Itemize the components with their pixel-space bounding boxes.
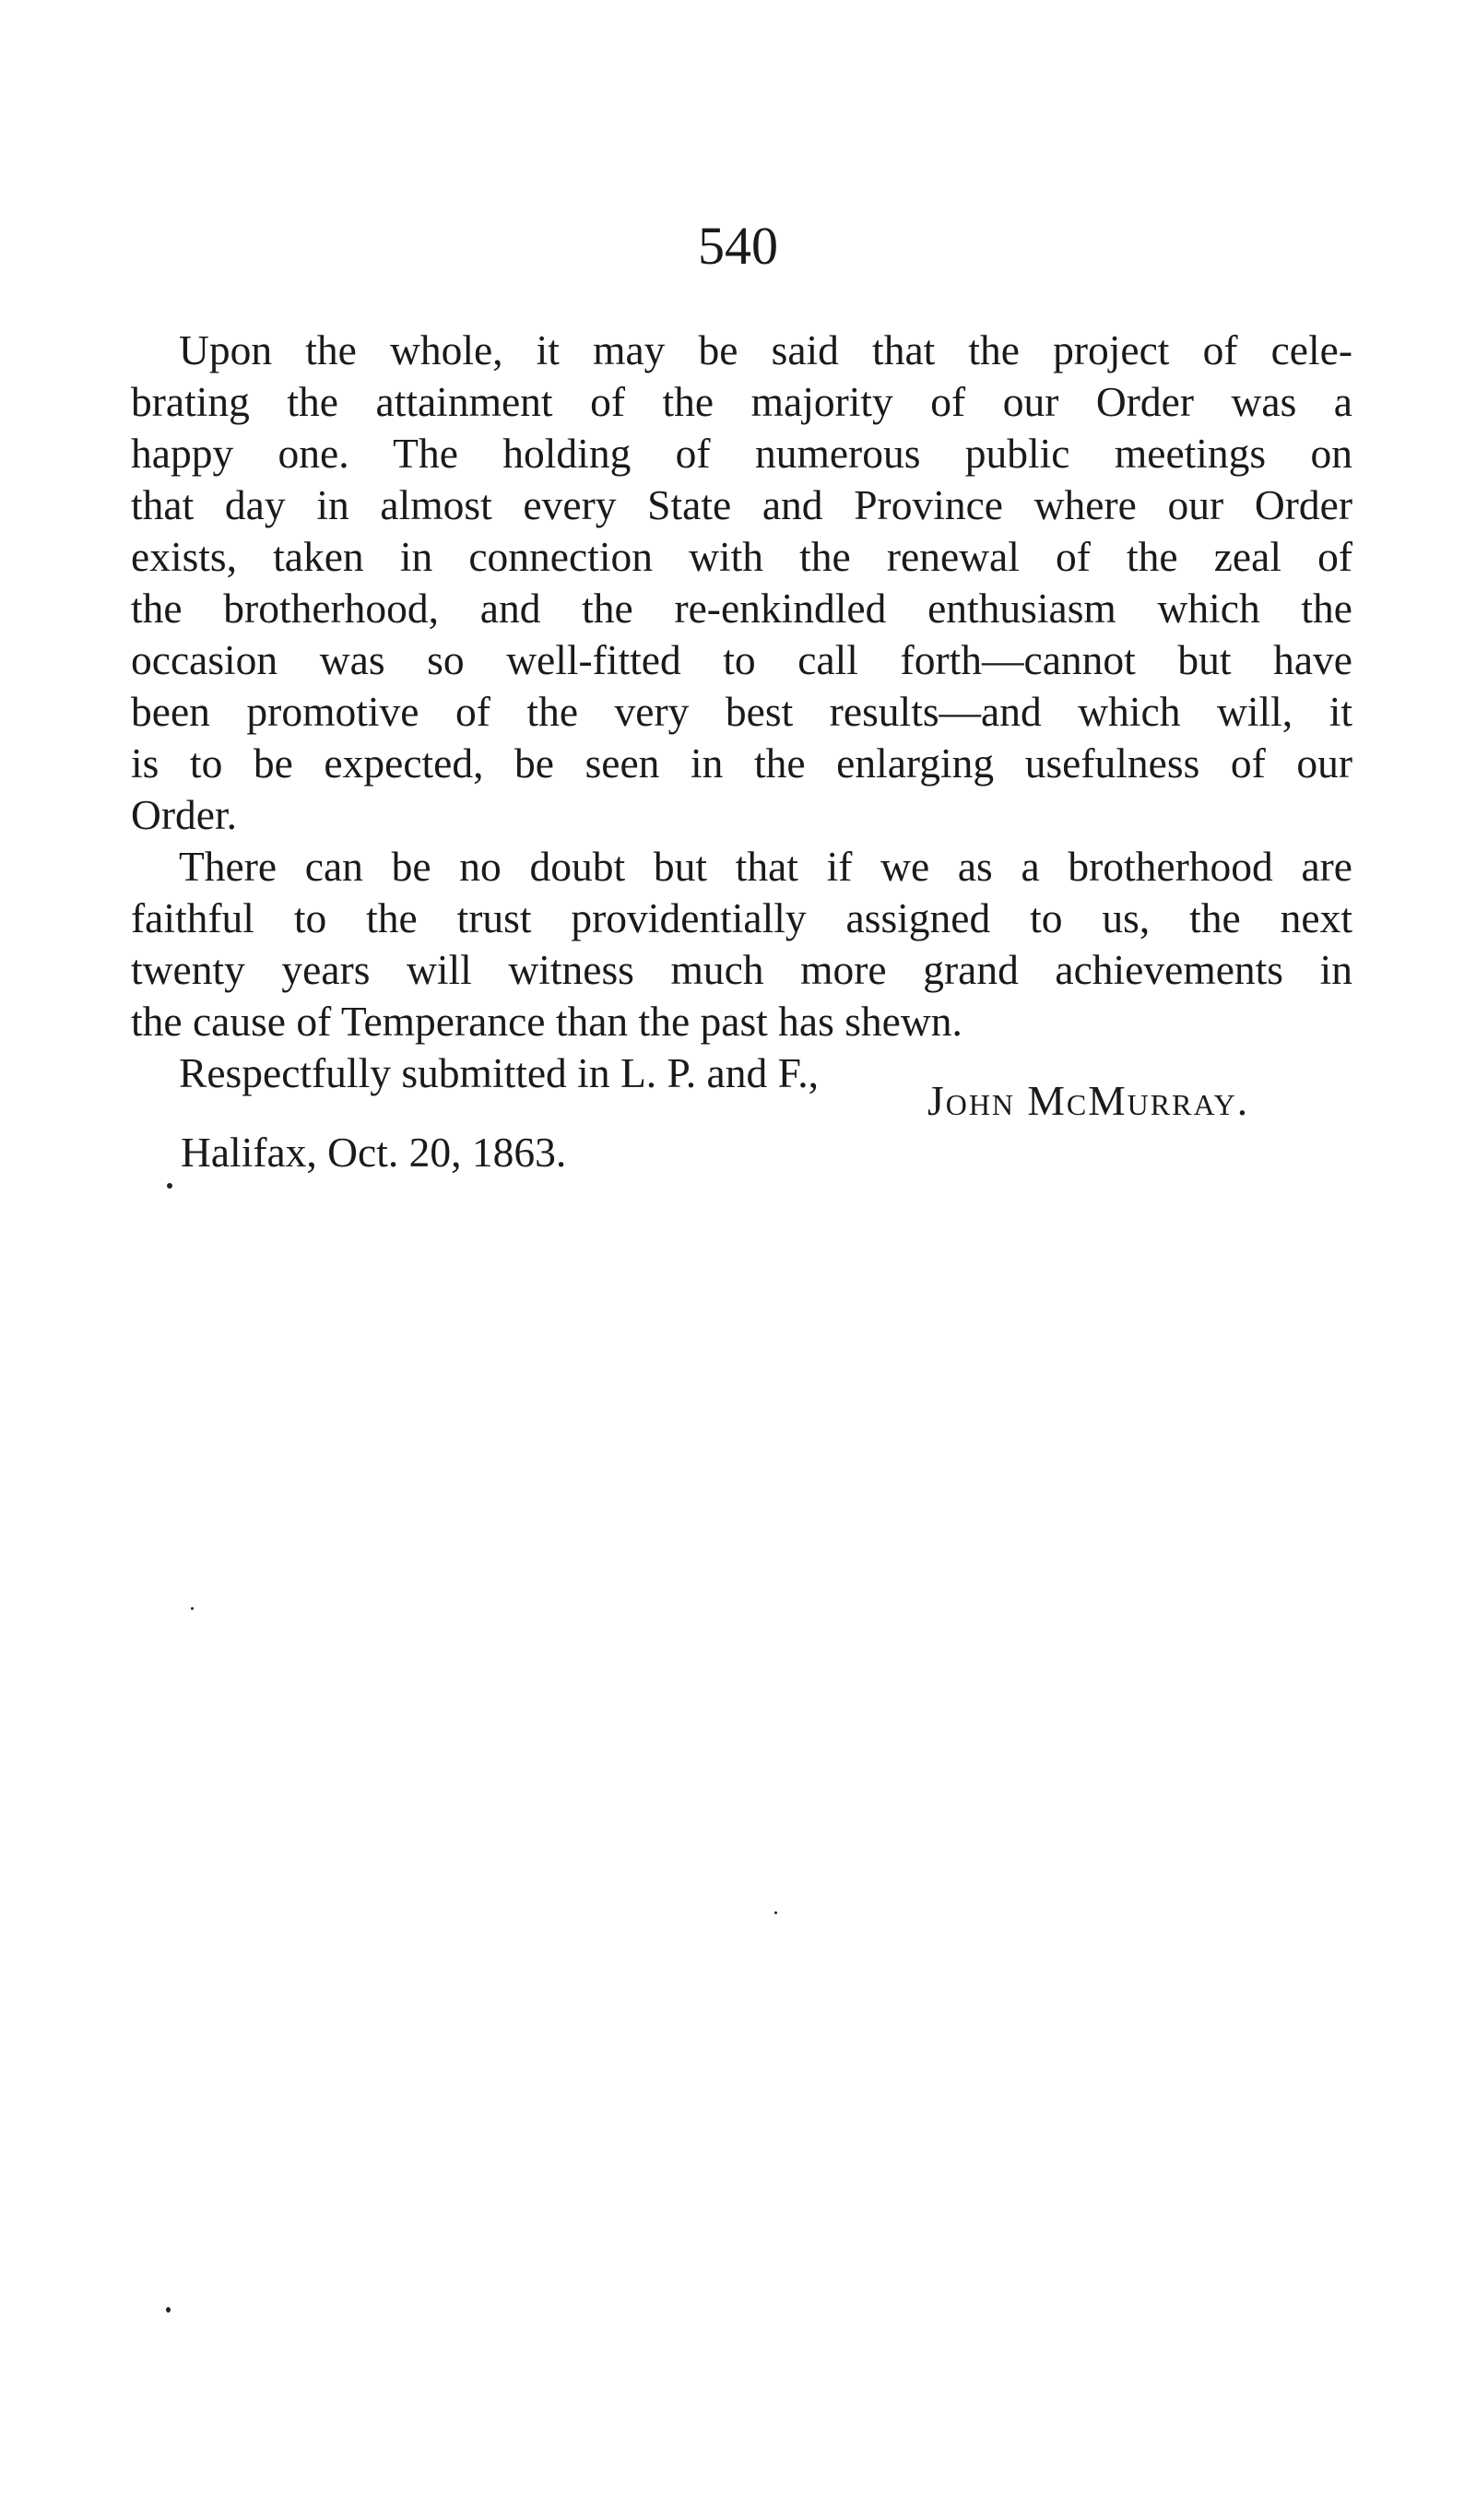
place-date: Halifax, Oct. 20, 1863.: [181, 1129, 567, 1176]
text-line: There can be no doubt but that if we as a brotherhood are: [179, 843, 1352, 890]
text-line: exists, taken in connection with the renewal of the zeal of: [131, 533, 1352, 580]
paragraph-1: [131, 325, 1352, 841]
text-line: the cause of Temperance than the past has shewn.: [131, 998, 962, 1045]
text-line: Upon the whole, it may be said that the project of cele-: [179, 326, 1352, 373]
signature: John McMurray.: [927, 1077, 1250, 1124]
text-line: is to be expected, be seen in the enlarging usefulness of our: [131, 739, 1352, 787]
text-line: twenty years will witness much more grand achievements in: [131, 946, 1352, 993]
paragraph-2: [131, 841, 1352, 1047]
print-speck: [774, 1911, 777, 1914]
page-number: 540: [698, 216, 778, 276]
print-speck: [191, 1607, 194, 1610]
text-line: brating the attainment of the majority of our Order was a: [131, 378, 1352, 425]
text-line: the brotherhood, and the re-enkindled enthusiasm which the: [131, 585, 1352, 632]
closing-line: Respectfully submitted in L. P. and F.,: [179, 1049, 819, 1096]
text-line: been promotive of the very best results—and which will, it: [131, 688, 1352, 735]
text-line: happy one. The holding of numerous public meetings on: [131, 430, 1352, 477]
text-line: occasion was so well-fitted to call forth—cannot but have: [131, 636, 1352, 683]
print-speck: [167, 1183, 172, 1189]
text-line: Order.: [131, 791, 237, 838]
print-speck: [166, 2307, 171, 2313]
text-line: that day in almost every State and Province where our Order: [131, 481, 1352, 528]
body-text: [131, 325, 1352, 1099]
text-line: faithful to the trust providentially assigned to us, the next: [131, 894, 1352, 941]
